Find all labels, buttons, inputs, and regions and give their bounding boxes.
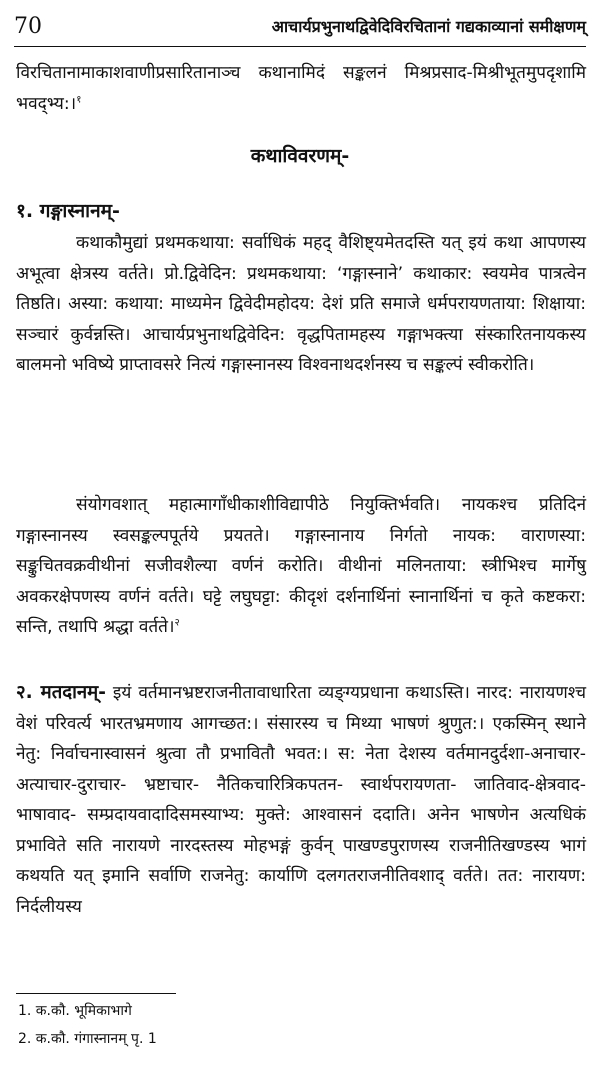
story1-paragraph-1: कथाकौमुद्यां प्रथमकथाया: सर्वाधिकं महद् वैशिष्ट्यमेतदस्ति यत् इयं कथा आपणस्य अभूत्वा क्षेत्रस्य वर्तते। प्रो.द्विवेदिन: प्रथमकथाया: ‘गङ्गास्नाने’ कथाकार: स्वयमेव पात्रत्वेन तिष्ठति। अस्या: कथाया: माध्यमेन द्विवेदीमहोदय: देशं प्रति समाजे धर्मपरायणताया: शिक्षाया: सञ्चारं कुर्वन्नस्ति। आचार्यप्रभुनाथद्विवेदिन: वृद्धपितामहस्य गङ्गाभक्त्या संस्कारितनायकस्य बालमनो भविष्ये प्राप्तावसरे नित्यं गङ्गास्नानस्य विश्वनाथदर्शनस्य च सङ्कल्पं स्वीकरोति।	[16, 233, 586, 375]
story2-paragraph	[16, 678, 586, 922]
page-header	[14, 14, 586, 40]
story1-paragraph-2	[16, 490, 586, 643]
story1-heading: १. गङ्गास्नानम्-	[16, 200, 120, 222]
footnote-rule	[16, 993, 176, 994]
story2-text: इयं वर्तमानभ्रष्टराजनीतावाधारिता व्यङ्ग्यप्रधाना कथाऽस्ति। नारद: नारायणश्च वेशं परिवर्त्य भारतभ्रमणाय आगच्छत:। संसारस्य च मिथ्या भाषणं श्रुणुत:। एकस्मिन् स्थाने नेतु: निर्वाचनास्वासनं श्रुत्वा तौ प्रभावितौ भवत:। स: नेता देशस्य वर्तमानदुर्दशा-अनाचार- अत्याचार-दुराचार- भ्रष्टाचार- नैतिकचारित्रिकपतन- स्वार्थपरायणता- जातिवाद-क्षेत्रवाद- भाषावाद- सम्प्रदायवादादिसमस्याभ्य: मुक्ते: आश्वासनं ददाति। अनेन भाषणेन अत्यधिकं प्रभाविते सति नारायणे नारदस्तस्य मोहभङ्गं कुर्वन् पाखण्डपुराणस्य राजनीतिखण्डस्य भागं कथयति यत् इमानि सर्वाणि राजनेतु: कार्याणि दलगतराजनीतिवशाद् वर्तते। तत: नारायण: निर्दलीयस्य	[16, 683, 586, 917]
footnote-mark-1: १	[76, 93, 82, 105]
footnote-mark-2: २	[174, 617, 180, 629]
story2-heading: २. मतदानम्-	[16, 682, 106, 703]
intro-paragraph	[16, 58, 586, 119]
page-number: 70	[14, 14, 42, 39]
intro-text: विरचितानामाकाशवाणीप्रसारितानाञ्च कथानामिदं सङ्कलनं मिश्रप्रसाद-मिश्रीभूतमुपदृशामि भवद्भ्य:।	[16, 63, 586, 114]
footnote-2: 2. क.कौ. गंगास्नानम् पृ. 1	[18, 1031, 157, 1047]
running-title: आचार्यप्रभुनाथद्विवेदिविरचितानां गद्यकाव्यानां समीक्षणम्	[271, 17, 586, 36]
header-rule	[14, 46, 586, 47]
story1-paragraph-2-text: संयोगवशात् महात्मागाँधीकाशीविद्यापीठे नियुक्तिर्भवति। नायकश्च प्रतिदिनं गङ्गास्नानस्य स्वसङ्कल्पपूर्तये प्रयतते। गङ्गास्नानाय निर्गतो नायक: वाराणस्या: सङ्कुचितवक्रवीथीनां सजीवशैल्या वर्णनं करोति। वीथीनां मलिनताया: स्त्रीभिश्च मार्गेषु अवकरक्षेपणस्य वर्णनं वर्तते। घट्टे लघुघट्टा: कीदृशं दर्शनार्थिनां स्नानार्थिनां च कृते कष्टकरा: सन्ति, तथापि श्रद्धा वर्तते।	[16, 495, 586, 637]
footnote-1: 1. क.कौ. भूमिकाभागे	[18, 1003, 132, 1019]
section-title: कथाविवरणम्-	[250, 145, 350, 167]
